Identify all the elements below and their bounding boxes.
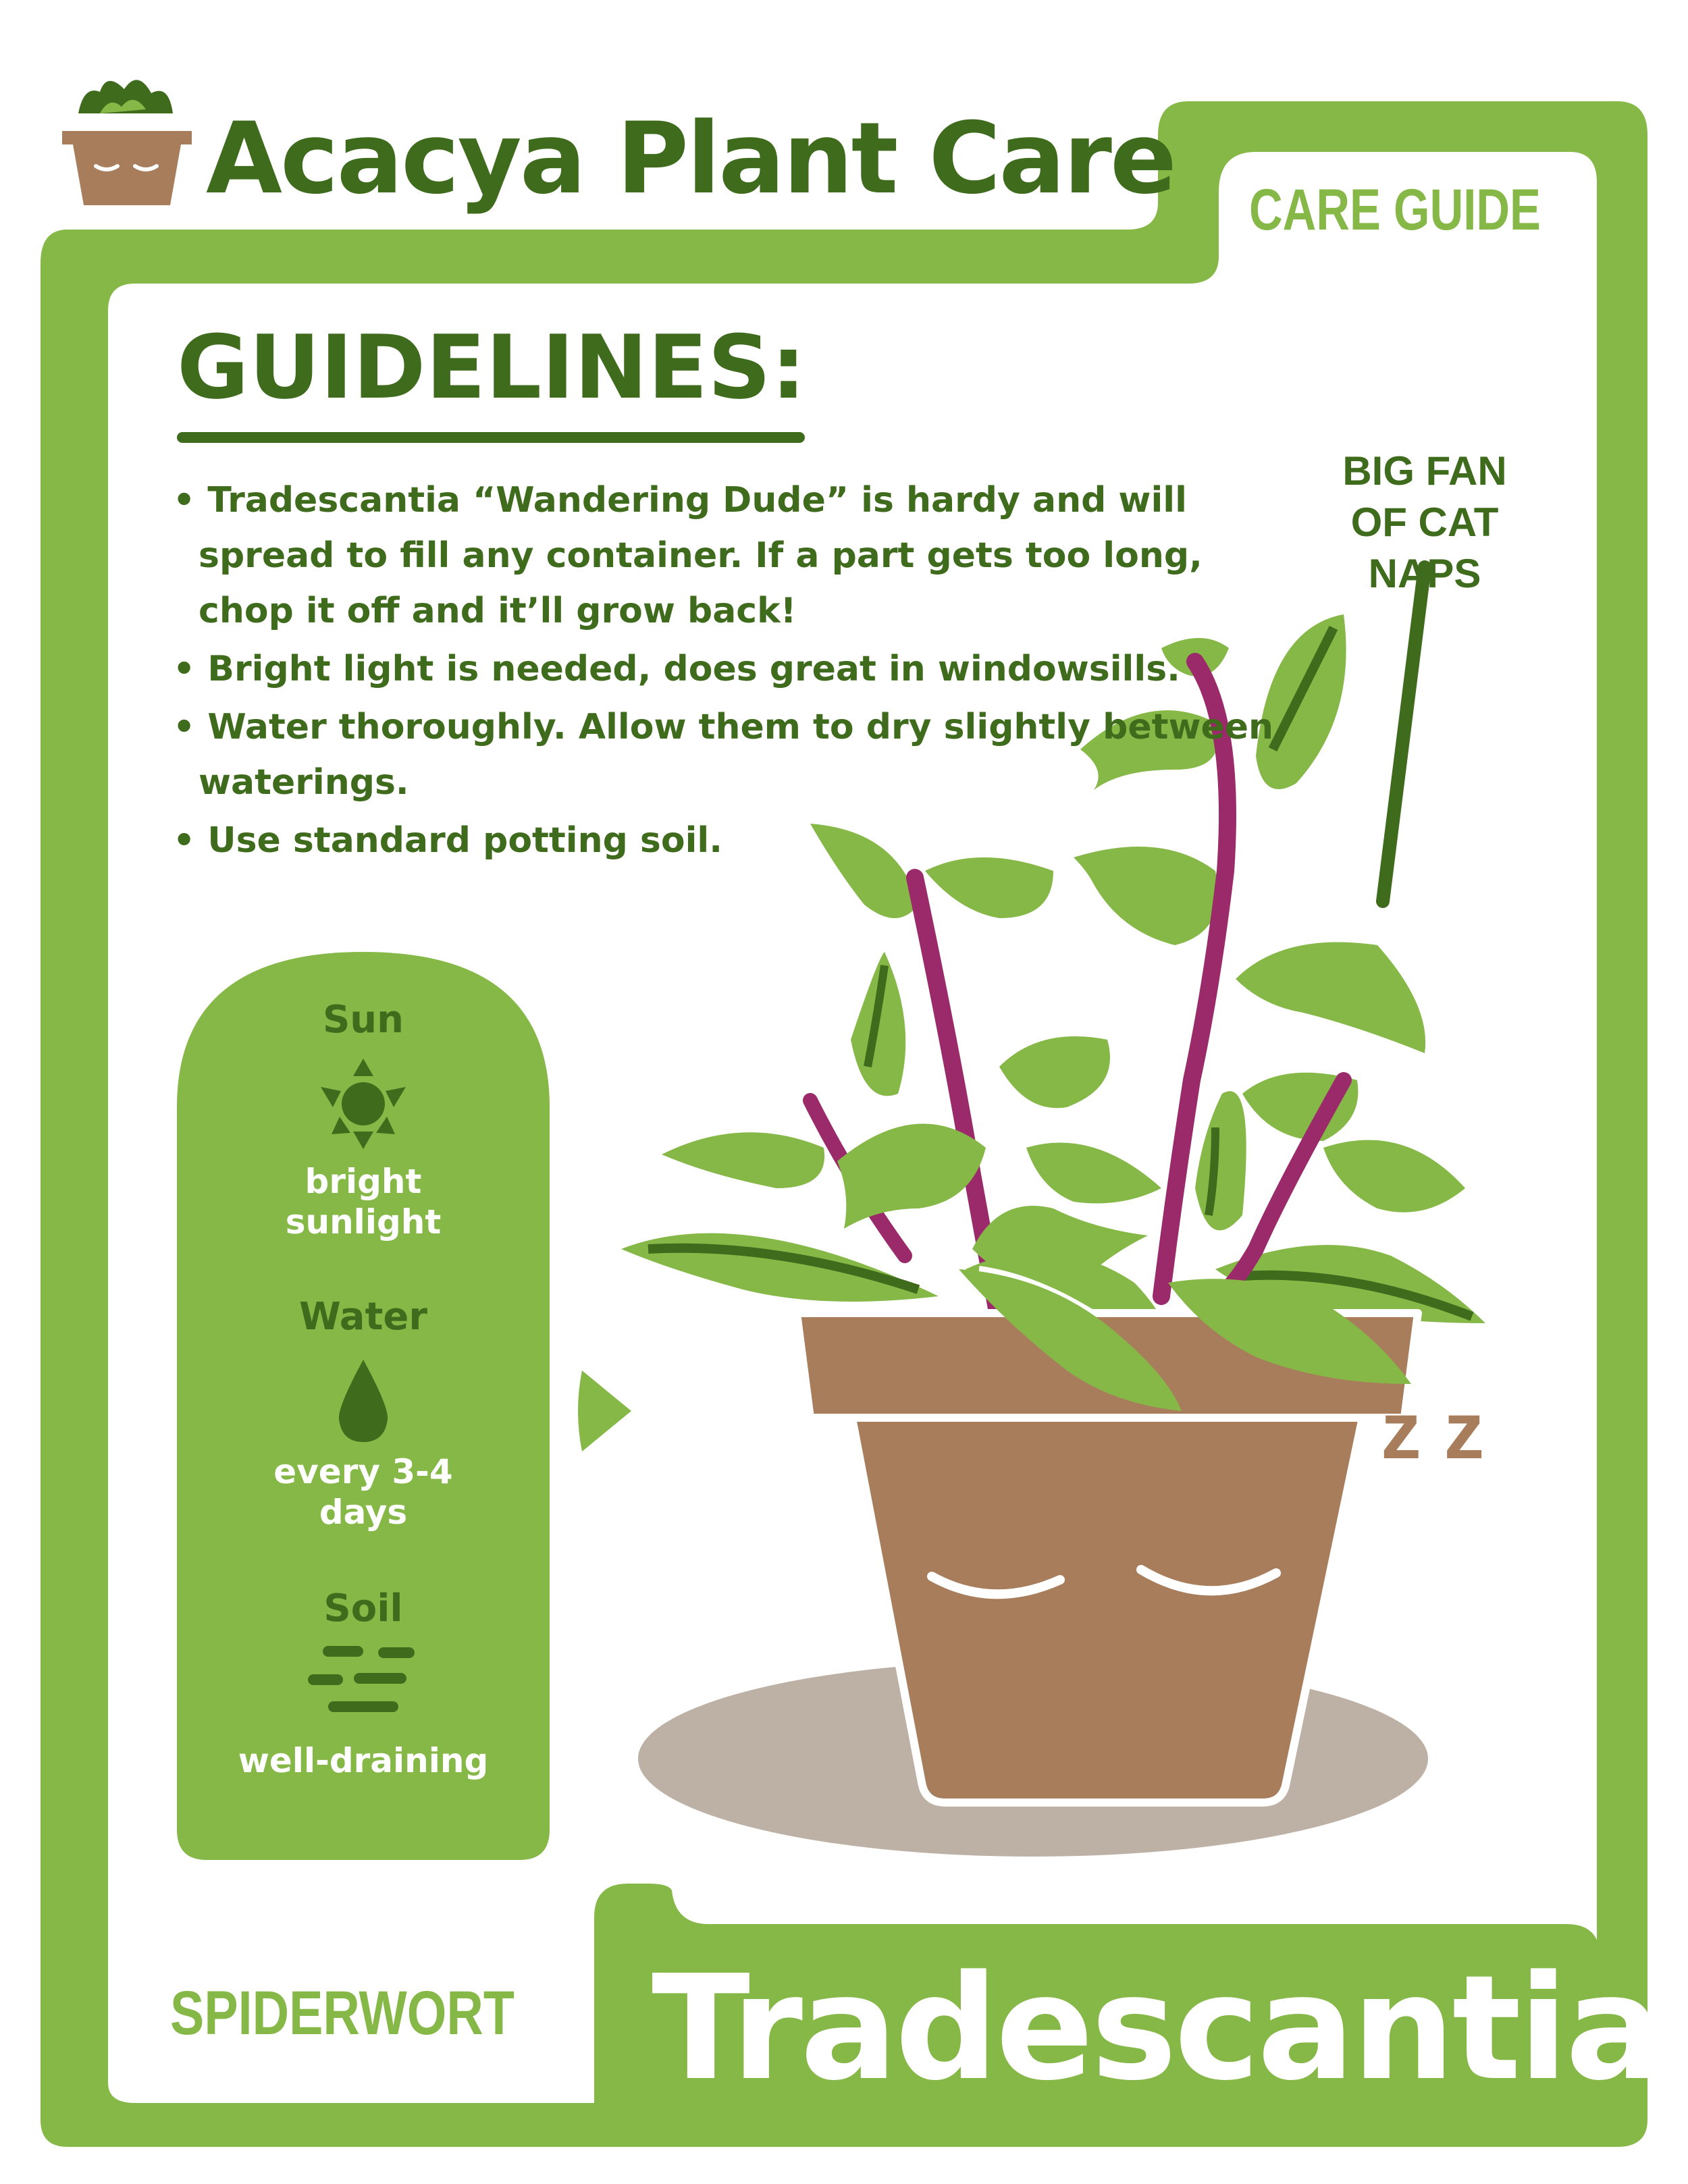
sun-value: bright sunlight — [285, 1162, 442, 1242]
water-drop-icon — [336, 1357, 390, 1445]
soil-label: Soil — [323, 1587, 403, 1630]
guideline-item: • Water thoroughly. Allow them to dry slightly between waterings. — [173, 699, 1280, 810]
guideline-item: • Bright light is needed, does great in windowsills. — [173, 641, 1280, 697]
brand-title: Acacya Plant Care — [206, 101, 1175, 216]
heading-underline — [177, 432, 805, 443]
guideline-item: • Use standard potting soil. — [173, 813, 1280, 868]
common-name: SPIDERWORT — [170, 1979, 515, 2048]
guidelines-heading: GUIDELINES: — [177, 316, 806, 419]
sleep-zz: z z — [1381, 1385, 1485, 1476]
sun-icon — [313, 1053, 414, 1154]
guidelines-list — [173, 473, 1280, 871]
sun-label: Sun — [322, 998, 404, 1042]
soil-value: well-draining — [238, 1741, 489, 1780]
care-guide-tag: CARE GUIDE — [1249, 178, 1541, 242]
logo-icon — [59, 65, 194, 213]
water-value: every 3-4 days — [273, 1452, 453, 1532]
soil-icon — [304, 1641, 425, 1728]
cat-nap-annotation: BIG FAN OF CAT NAPS — [1342, 448, 1507, 596]
water-label: Water — [299, 1295, 427, 1339]
pot-body — [851, 1411, 1364, 1803]
guideline-item: • Tradescantia “Wandering Dude” is hardy and will spread to fill any container. If a part gets too long, chop it off and it’ll grow back! — [173, 473, 1280, 639]
plant-name: Tradescantia — [652, 1944, 1660, 2112]
